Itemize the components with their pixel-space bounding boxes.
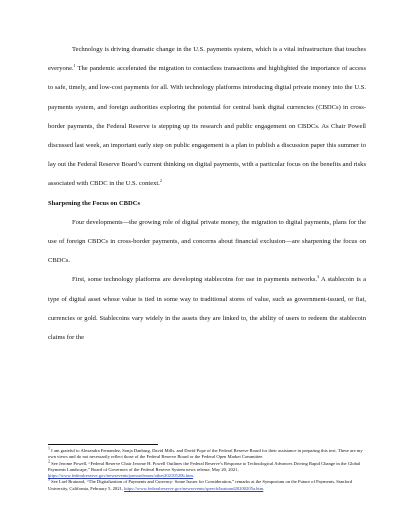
footnote-2-mark: 2	[48, 458, 50, 464]
footnote-3-period: .	[263, 485, 265, 491]
footnote-3-mark: 3	[48, 476, 50, 482]
footnote-ref-3[interactable]: 3	[317, 274, 320, 280]
footnote-2-text: See Jerome Powell, “Federal Reserve Chair Jerome H. Powell Outlines the Federal Reserve’s Response to Technological Advances Driving Rapid Change in the Global Payments Landscape,” Board of Governors of the Federal Reserve System news release, May 20, 2021,	[48, 460, 361, 472]
paragraph-stablecoins-text-end: A stablecoin is a type of digital asset whose value is tied in some way to traditional stores of value, such as government-issued, or fiat, currencies or gold. Stablecoins vary widely in the assets they are linked to, the ability of users to redeem the stablecoin claims for the	[48, 276, 366, 342]
footnote-2-period: .	[193, 473, 195, 479]
paragraph-stablecoins	[48, 270, 366, 347]
footnote-divider	[48, 444, 158, 445]
footnote-3-text: See Lael Brainard, “The Digitalization of Payments and Currency: Some Issues for Consideration,” remarks at the Symposium on the Future of Payments, Stanford University, California, February 5, 2021,	[48, 479, 353, 491]
paragraph-intro-text-start: Technology is driving dramatic change in the U.S. payments system, which is a vital infrastructure that touches everyone.	[48, 46, 366, 73]
paragraph-intro	[48, 40, 366, 194]
footnote-ref-1[interactable]: 1	[73, 63, 76, 69]
paragraph-developments: Four developments—the growing role of digital private money, the migration to digital payments, plans for the use of foreign CBDCs in cross-border payments, and concerns about financial exclusion—are sharpening the focus on CBDCs.	[48, 218, 366, 265]
footnote-2-link[interactable]: https://www.federalreserve.gov/newsevents/pressreleases/other20210520b.htm	[48, 473, 194, 479]
footnote-ref-2[interactable]: 2	[159, 178, 162, 184]
paragraph-stablecoins-text-start: First, some technology platforms are developing stablecoins for use in payments networks.	[72, 276, 318, 284]
footnote-1-mark: 1	[48, 445, 50, 451]
footnote-1-text: I am grateful to Alexandra Fernandez, Sonja Danburg, David Mills, and David Pope of the Federal Reserve Board for their assistance in preparing this text. These are my own views and do not necessarily reflect those of the Federal Reserve Board or the Federal Open Market Committee.	[48, 448, 363, 460]
paragraph-intro-text-end: The pandemic accelerated the migration to contactless transactions and highlighted the importance of access to safe, timely, and low-cost payments for all. With technology platforms introducing digital private money into the U.S. payments system, and foreign authorities exploring the potential for central bank digital currencies (CBDCs) in cross-border payments, the Federal Reserve is stepping up its research and public engagement on CBDCs. As Chair Powell discussed last week, an important early step on public engagement is a plan to publish a discussion paper this summer to lay out the Federal Reserve Board’s current thinking on digital payments, with a particular focus on the benefits and risks associated with CBDC in the U.S. context.	[48, 65, 366, 188]
footnote-1	[48, 445, 366, 464]
body-text	[48, 40, 366, 347]
footnote-2	[48, 458, 366, 480]
section-heading: Sharpening the Focus on CBDCs	[48, 199, 141, 207]
footnote-3-link[interactable]: https://www.federalreserve.gov/newsevents/speech/brainard20200205a.htm	[124, 485, 264, 491]
footnotes	[48, 445, 366, 492]
